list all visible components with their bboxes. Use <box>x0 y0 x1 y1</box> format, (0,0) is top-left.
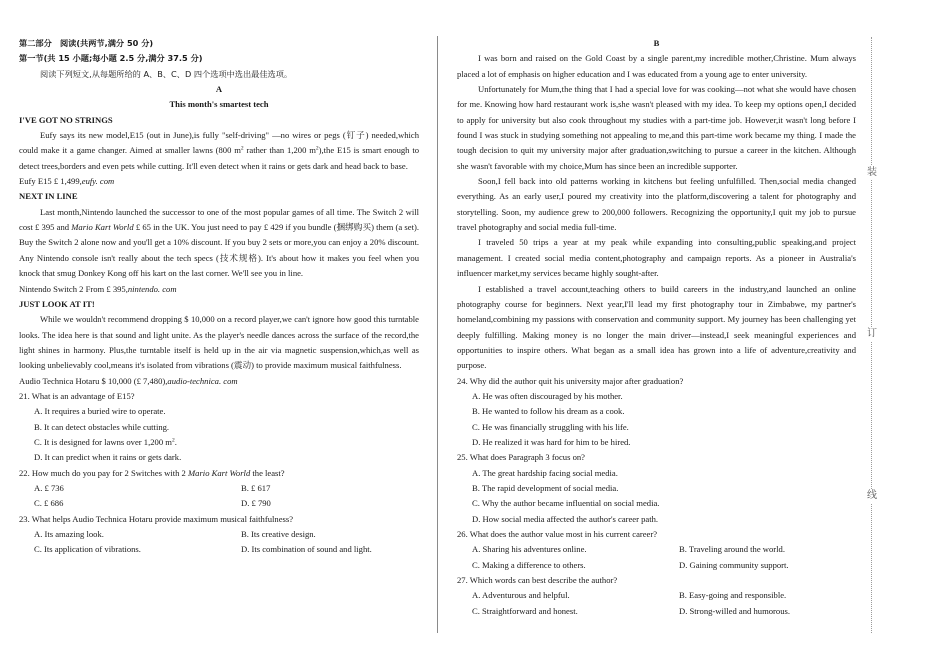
passage-b-paragraph-5: I established a travel account,teaching others to build careers in the industry,and launched an online photography course for beginners. Next year,I'll lead my first photography tour in Zimbabwe, my partner's homeland,combining my passions with conservation and community support. My journey has been challenging yet deeply fulfilling. Making money is no longer the main driver—instead,I seek meaningful experiences and opportunities to inspire others. What began as a small idea has grown into a life of adventure,creativity and purpose. <box>457 283 856 371</box>
question-25-stem: 25. What does Paragraph 3 focus on? <box>457 452 585 463</box>
question-23-option-d[interactable]: D. Its combination of sound and light. <box>241 544 372 555</box>
item-price-nintendo <box>19 282 419 297</box>
question-25-option-d[interactable]: D. How social media affected the author's career path. <box>472 513 659 524</box>
passage-b-paragraph-2: Unfortunately for Mum,the thing that I had a special love for was cooking—not what she would have chosen for me. Knowing how hard restaurant work is,she wasn't pleased with my idea. To keep my options open,I decided to apply for university but also cook throughout my studies with a part-time job. However,it wasn't long before I found I was stuck in studying something not appealing to me,and this part-time work became my thing. I made the tough decision to quit my university major after graduation,switching to pursue a career in the kitchen. Although she wasn't favorable with my choice,Mum has since been an incredible supporter. <box>457 84 856 171</box>
question-22-stem <box>19 466 419 481</box>
question-21-option-a[interactable]: A. It requires a buried wire to operate. <box>34 406 166 417</box>
passage-b-paragraph-3: Soon,I fell back into old patterns working in kitchens but feeling unfulfilled. Then,social media changed everything. As an early user,I poured my creativity into the platform,discovering a talent for photography and storytelling. Soon, my audience grew to 200,000 followers. Recognizing the opportunity,I quit my job to pursue travel photography and social media full-time. <box>457 176 856 233</box>
question-23-stem: 23. What helps Audio Technica Hotaru provide maximum musical faithfulness? <box>19 513 294 524</box>
question-23-option-a[interactable]: A. Its amazing look. <box>34 529 104 539</box>
question-22-options-row-2 <box>19 496 419 511</box>
question-24-stem: 24. Why did the author quit his university major after graduation? <box>457 375 684 386</box>
question-27-option-d[interactable]: D. Strong-willed and humorous. <box>679 605 790 616</box>
question-23-options-row-1 <box>19 527 419 542</box>
part-title: 第二部分 阅读(共两节,满分 50 分) <box>19 38 154 48</box>
binding-char-xian: 线 <box>867 490 877 501</box>
italic-title: Mario Kart World <box>188 467 251 478</box>
item-body-nintendo <box>19 205 419 282</box>
question-24-option-a[interactable]: A. He was often discouraged by his mother. <box>472 390 623 401</box>
item-heading-turntable: JUST LOOK AT IT! <box>19 298 95 309</box>
price-text: Nintendo Switch 2 From £ 395, <box>19 283 128 294</box>
item-body-turntable: While we wouldn't recommend dropping $ 10,000 on a record player,we can't ignore how good this turntable looks. The idea here is that sound and light unite. As the player's needle dances across the surface of the record,the light shines in harmony. Plus,the turntable itself is held up in the air via magnetic suspension,which,as well as looking unbelievably cool,means it's isolated from vibrations (震动) to provide maximum musical faithfulness. <box>19 314 419 371</box>
binding-char-zhuang: 装 <box>867 167 877 178</box>
question-27-option-b[interactable]: B. Easy-going and responsible. <box>679 590 787 601</box>
item-price-eufy <box>19 174 419 189</box>
passage-b-paragraph-4: I traveled 50 trips a year at my peak while expanding into consulting,public speaking,and project management. I created social media content,photography and campaign reports. As a pioneer in Australia's influencer market,my services became highly sought-after. <box>457 237 856 279</box>
passage-a-label: A <box>215 84 223 95</box>
site-text: nintendo. com <box>127 283 177 294</box>
question-26-options-row-1 <box>457 542 856 557</box>
question-26-option-d[interactable]: D. Gaining community support. <box>679 559 789 570</box>
option-text: C. It is designed for lawns over 1,200 m <box>34 436 172 447</box>
passage-b-label: B <box>653 38 660 48</box>
question-27-options-row-2 <box>457 604 856 619</box>
body-text: rather than 1,200 m <box>243 145 316 156</box>
question-21-option-d[interactable]: D. It can predict when it rains or gets dark. <box>34 452 182 463</box>
question-25-option-c[interactable]: C. Why the author became influential on social media. <box>472 498 660 509</box>
question-23-option-b[interactable]: B. Its creative design. <box>241 529 316 539</box>
right-column <box>457 36 856 619</box>
question-27-stem: 27. Which words can best describe the author? <box>457 575 618 586</box>
superscript: 2 <box>240 145 244 152</box>
item-heading-nintendo: NEXT IN LINE <box>19 191 78 202</box>
stem-text: the least? <box>250 467 285 478</box>
passage-a-title: This month's smartest tech <box>169 99 269 110</box>
body-text: Eufy says its new model,E15 (out in June),is fully "self-driving" —no wires or pegs (钉子) needed,which could make it a game changer. Aimed at smaller lawns (800 m <box>19 130 419 156</box>
question-23-options-row-2 <box>19 542 419 557</box>
left-column <box>19 36 419 558</box>
stem-text: 22. How much do you pay for 2 Switches with 2 <box>19 467 188 478</box>
question-22-options-row-1 <box>19 481 419 496</box>
question-26-option-a[interactable]: A. Sharing his adventures online. <box>472 544 587 555</box>
question-22-option-c[interactable]: C. £ 686 <box>34 498 64 509</box>
question-22-option-b[interactable]: B. £ 617 <box>241 482 271 493</box>
question-24-option-c[interactable]: C. He was financially struggling with his life. <box>472 421 629 432</box>
question-21-option-b[interactable]: B. It can detect obstacles while cutting. <box>34 421 170 432</box>
body-text: Last month,Nintendo launched the successor to one of the most popular games of all time. The Switch 2 will cost £ 395 and <box>19 206 419 233</box>
question-23-option-c[interactable]: C. Its application of vibrations. <box>34 544 141 555</box>
option-text: . <box>174 436 177 447</box>
body-text: £ 65 in the UK. You just need to pay £ 429 if you bundle (捆绑购买) them (a set). Buy the Switch 2 alone now and you'll get a 10% discount. If you buy 2 sets or more,you can enjoy a 20% discount. Any Nintendo console isn't really about the tech specs (技术规格). It's about how it makes you feel when you knock that smug Donkey Kong off his kart on the last corner. We'll see you in line. <box>19 222 419 279</box>
question-25-option-b[interactable]: B. The rapid development of social media. <box>472 482 619 493</box>
question-22-option-a[interactable]: A. £ 736 <box>34 482 64 493</box>
question-27-option-a[interactable]: A. Adventurous and helpful. <box>472 590 570 601</box>
instruction: 阅读下列短文,从每题所给的 A、B、C、D 四个选项中选出最佳选项。 <box>40 68 293 79</box>
site-text: audio-technica. com <box>167 375 238 386</box>
binding-char-ding: 订 <box>867 328 877 339</box>
question-24-option-d[interactable]: D. He realized it was hard for him to be hired. <box>472 436 631 447</box>
body-text: ),the E15 is smart enough to detect trees,borders and even pets while cutting. It'll even detect when it rains or gets dark and head back to base. <box>19 145 419 171</box>
item-heading-eufy: I'VE GOT NO STRINGS <box>19 114 113 125</box>
question-22-option-d[interactable]: D. £ 790 <box>241 498 271 509</box>
question-27-options-row-1 <box>457 588 856 603</box>
column-divider <box>437 36 438 633</box>
question-26-options-row-2 <box>457 558 856 573</box>
price-text: Eufy E15 £ 1,499, <box>19 176 82 187</box>
question-24-option-b[interactable]: B. He wanted to follow his dream as a cook. <box>472 406 625 417</box>
superscript: 2 <box>171 437 175 444</box>
question-25-option-a[interactable]: A. The great hardship facing social media. <box>472 467 618 478</box>
passage-b-paragraph-1: I was born and raised on the Gold Coast by a single parent,my incredible mother,Christine. Mum always placed a lot of emphasis on higher education and I was educated from a young age to enter university. <box>457 53 856 79</box>
site-text: eufy. com <box>81 176 115 187</box>
sub-title: 第一节(共 15 小题;每小题 2.5 分,满分 37.5 分) <box>19 53 203 64</box>
question-26-stem: 26. What does the author value most in his current career? <box>457 529 658 539</box>
question-21-stem: 21. What is an advantage of E15? <box>19 390 135 401</box>
price-text: Audio Technica Hotaru $ 10,000 (£ 7,480), <box>19 375 168 386</box>
question-27-option-c[interactable]: C. Straightforward and honest. <box>472 605 578 616</box>
item-body-eufy <box>19 128 419 174</box>
question-26-option-c[interactable]: C. Making a difference to others. <box>472 559 586 570</box>
question-21-option-c[interactable] <box>19 435 419 450</box>
question-26-option-b[interactable]: B. Traveling around the world. <box>679 544 785 555</box>
italic-title: Mario Kart World <box>71 222 134 233</box>
superscript: 2 <box>315 145 319 152</box>
item-price-turntable <box>19 374 419 389</box>
